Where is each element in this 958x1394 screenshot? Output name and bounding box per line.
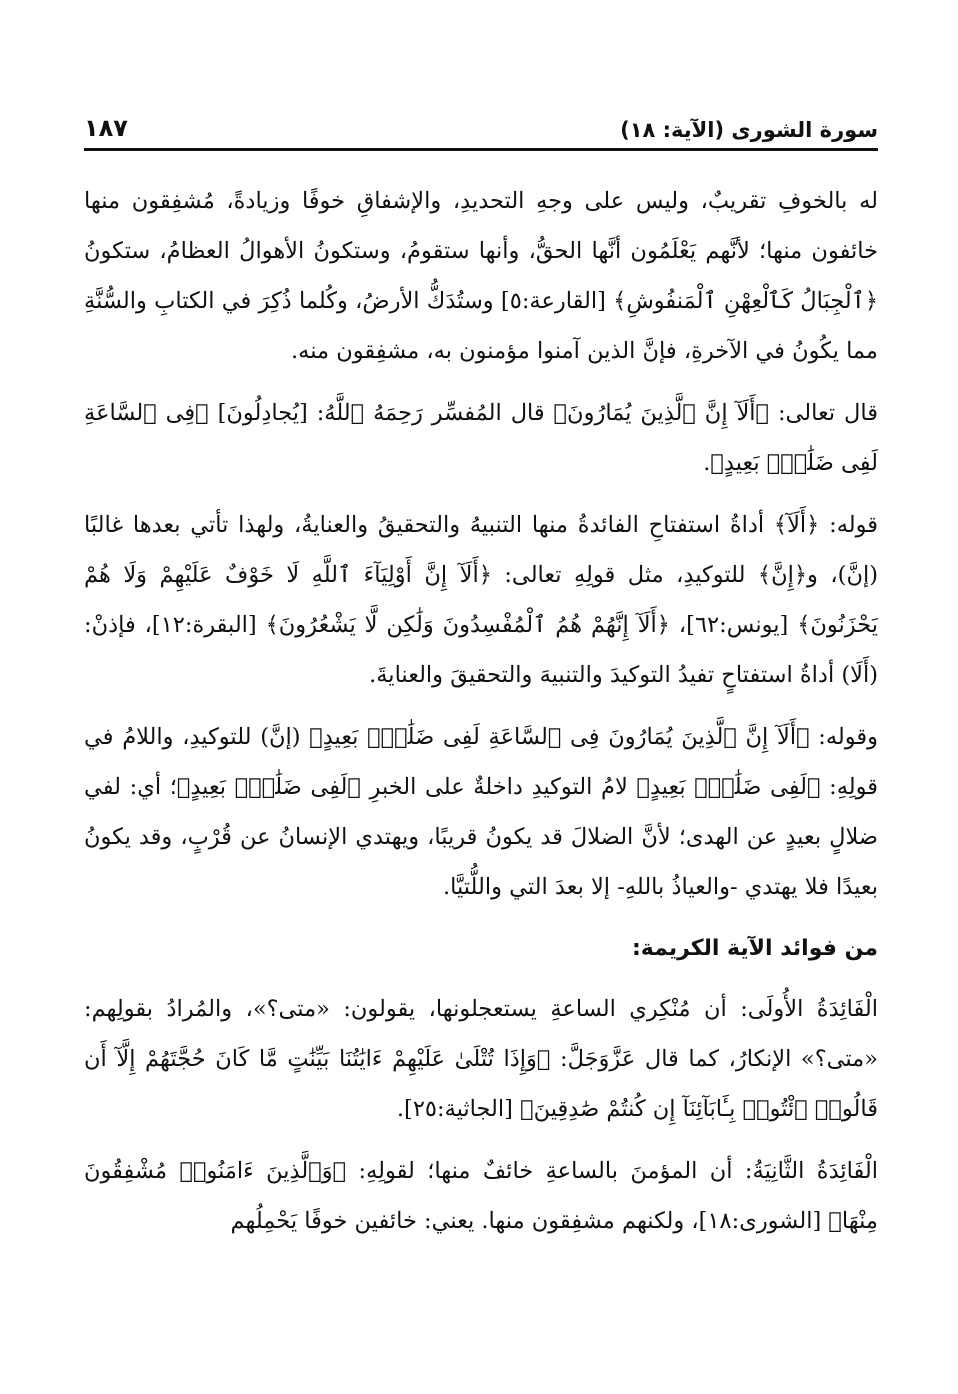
page-header <box>84 96 878 151</box>
paragraph-1: له بالخوفِ تقريبٌ، وليس على وجهِ التحديدِ، والإشفاقِ خوفًا وزيادةً، مُشفِقون منها خائفون منها؛ لأنَّهم يَعْلَمُون أنَّها الحقُّ، وأنها ستقومُ، وستكونُ الأهوالُ العظامُ، ستكونُ ﴿ٱلْجِبَالُ كَٱلْعِهْنِ ٱلْمَنفُوشِ﴾ [القارعة:٥] وستُدَكُّ الأرضُ، وكُلما ذُكِرَ في الكتابِ والسُّنَّةِ مما يكُونُ في الآخرةِ، فإنَّ الذين آمنوا مؤمنون به، مشفِقون منه. <box>84 188 878 364</box>
paragraph-4: وقوله: ﴿أَلَآ إِنَّ ٱلَّذِينَ يُمَارُونَ فِى ٱلسَّاعَةِ لَفِى ضَلَٰلٍۭ بَعِيدٍ﴾ (إنَّ) للتوكيدِ، واللامُ في قولِهِ: ﴿لَفِى ضَلَٰلٍۭ بَعِيدٍ﴾ لامُ التوكيدِ داخلةٌ على الخبرِ ﴿لَفِى ضَلَٰلٍۭ بَعِيدٍ﴾؛ أي: لفي ضلالٍ بعيدٍ عن الهدى؛ لأنَّ الضلالَ قد يكونُ قريبًا، ويهتدي الإنسانُ عن قُرْبٍ، وقد يكونُ بعيدًا فلا يهتدي -والعياذُ باللهِ- إلا بعدَ التي واللُّتيَّا. <box>84 724 878 900</box>
running-title: سورة الشورى (الآية: ١٨) <box>620 118 878 142</box>
section-heading: من فوائد الآية الكريمة: <box>631 936 878 961</box>
paragraph-2: قال تعالى: ﴿أَلَآ إِنَّ ٱلَّذِينَ يُمَارُونَ﴾ قال المُفسِّر رَحِمَهُ ٱللَّهُ: [يُجادِلُونَ] ﴿فِى ٱلسَّاعَةِ لَفِى ضَلَٰلٍۭ بَعِيدٍ﴾. <box>84 400 878 476</box>
benefit-2: الْفَائِدَةُ الثَّانِيَةُ: أن المؤمنَ بالساعةِ خائفٌ منها؛ لقولِهِ: ﴿وَٱلَّذِينَ ءَامَنُوا۟ مُشْفِقُونَ مِنْهَا﴾ [الشورى:١٨]، ولكنهم مشفِقون منها. يعني: خائفين خوفًا يَحْمِلُهم <box>84 1158 878 1234</box>
page-content <box>84 176 878 1258</box>
benefit-1: الْفَائِدَةُ الأُولَى: أن مُنْكِري الساعةِ يستعجلونها، يقولون: «متى؟»، والمُرادُ بقولِهم: «متى؟» الإنكارُ، كما قال عَزَّوَجَلَّ: ﴿وَإِذَا تُتْلَىٰ عَلَيْهِمْ ءَايَٰتُنَا بَيِّنَٰتٍ مَّا كَانَ حُجَّتَهُمْ إِلَّآ أَن قَالُوا۟ ٱئْتُوا۟ بِـَٔابَآئِنَآ إِن كُنتُمْ صَٰدِقِينَ﴾ [الجاثية:٢٥]. <box>84 996 878 1122</box>
page-number: ١٨٧ <box>84 114 128 142</box>
paragraph-3: قوله: ﴿أَلَآ﴾ أداةُ استفتاحِ الفائدةُ منها التنبيهُ والتحقيقُ والعنايةُ، ولهذا تأتي بعدها غالبًا (إنَّ)، و﴿إِنَّ﴾ للتوكيدِ، مثل قولِهِ تعالى: ﴿أَلَآ إِنَّ أَوْلِيَآءَ ٱللَّهِ لَا خَوْفٌ عَلَيْهِمْ وَلَا هُمْ يَحْزَنُونَ﴾ [يونس:٦٢]، ﴿أَلَآ إِنَّهُمْ هُمُ ٱلْمُفْسِدُونَ وَلَٰكِن لَّا يَشْعُرُونَ﴾ [البقرة:١٢]، فإذنْ: (أَلَا) أداةُ استفتاحٍ تفيدُ التوكيدَ والتنبيهَ والتحقيقَ والعنايةَ. <box>84 512 878 688</box>
